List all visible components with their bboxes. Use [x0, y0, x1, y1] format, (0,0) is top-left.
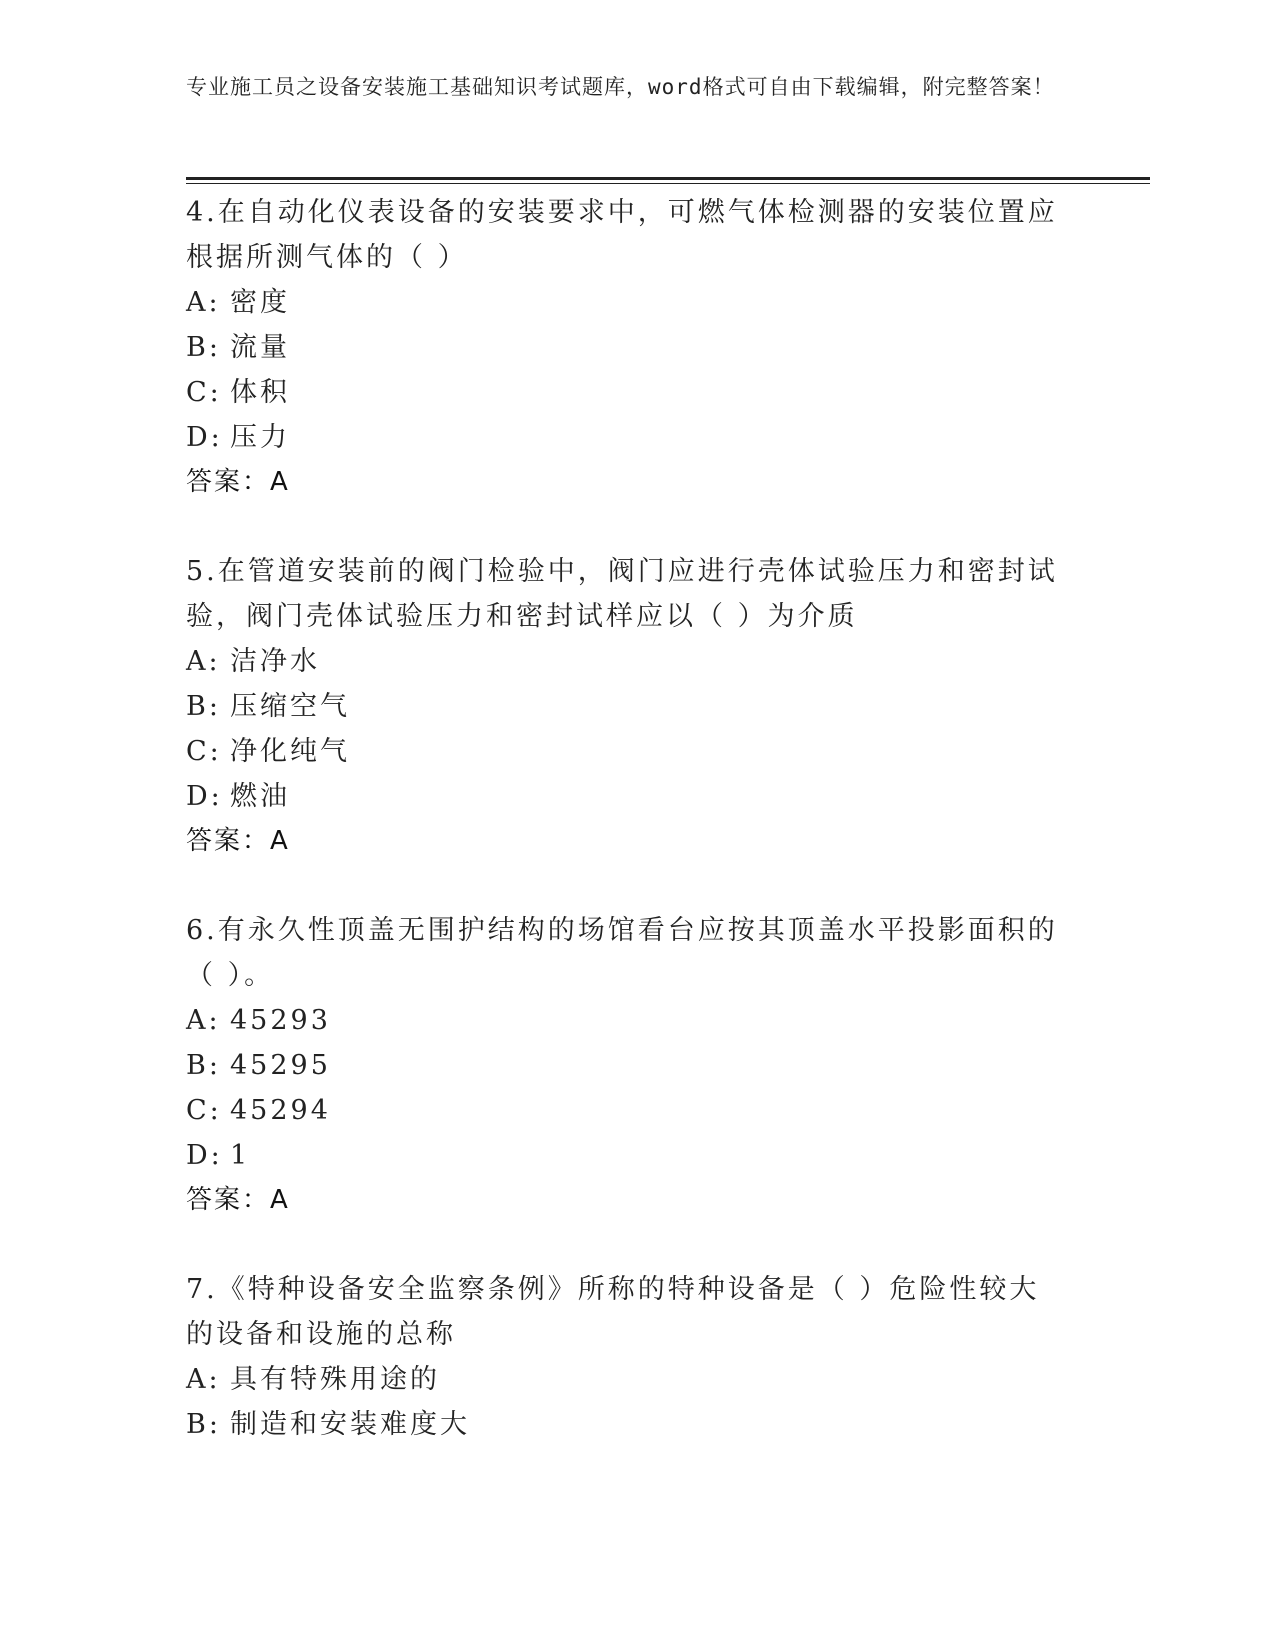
option-text: 洁净水	[230, 646, 320, 677]
header-divider-thick	[186, 177, 1150, 180]
answer-line: 答案：A	[186, 467, 290, 497]
option-text: 45293	[230, 1005, 331, 1036]
option-key: A:	[186, 1005, 221, 1036]
option-text: 流量	[230, 332, 290, 363]
option-key: B:	[186, 1409, 221, 1440]
option-text: 45294	[230, 1095, 331, 1126]
option-a	[186, 1357, 1086, 1402]
answer-line: 答案：A	[186, 1185, 290, 1215]
option-text: 体积	[230, 377, 290, 408]
header-divider-thin	[186, 183, 1150, 184]
option-key: B:	[186, 691, 221, 722]
option-text: 压缩空气	[230, 691, 350, 722]
option-text: 燃油	[230, 781, 290, 812]
option-key: B:	[186, 1050, 221, 1081]
option-key: C:	[186, 1095, 222, 1126]
option-text: 1	[230, 1140, 251, 1171]
option-text: 密度	[230, 287, 290, 318]
option-key: A:	[186, 646, 221, 677]
option-text: 净化纯气	[230, 736, 350, 767]
question-5	[186, 549, 1086, 864]
option-text: 45295	[230, 1050, 331, 1081]
option-c	[186, 1088, 1086, 1133]
option-key: A:	[186, 1364, 221, 1395]
option-b	[186, 684, 1086, 729]
option-key: D:	[186, 422, 223, 453]
option-b	[186, 1402, 1086, 1447]
option-text: 压力	[230, 422, 290, 453]
option-key: C:	[186, 736, 222, 767]
question-stem: 4.在自动化仪表设备的安装要求中，可燃气体检测器的安装位置应根据所测气体的（ ）	[186, 197, 1058, 273]
option-d	[186, 774, 1086, 819]
answer-line: 答案：A	[186, 826, 290, 856]
question-stem: 5.在管道安装前的阀门检验中，阀门应进行壳体试验压力和密封试验，阀门壳体试验压力和密封试样应以（ ）为介质	[186, 556, 1058, 632]
option-key: A:	[186, 287, 221, 318]
question-6	[186, 908, 1086, 1223]
option-a	[186, 280, 1086, 325]
option-text: 具有特殊用途的	[230, 1364, 440, 1395]
option-key: B:	[186, 332, 221, 363]
question-7	[186, 1267, 1086, 1447]
option-b	[186, 1043, 1086, 1088]
option-key: D:	[186, 1140, 223, 1171]
question-stem: 6.有永久性顶盖无围护结构的场馆看台应按其顶盖水平投影面积的（ ）。	[186, 915, 1058, 991]
option-key: D:	[186, 781, 223, 812]
option-text: 制造和安装难度大	[230, 1409, 470, 1440]
option-key: C:	[186, 377, 222, 408]
question-list	[186, 190, 1086, 1491]
option-a	[186, 639, 1086, 684]
option-c	[186, 370, 1086, 415]
option-c	[186, 729, 1086, 774]
document-header: 专业施工员之设备安装施工基础知识考试题库，word格式可自由下载编辑，附完整答案！	[186, 75, 1055, 99]
question-4	[186, 190, 1086, 505]
option-a	[186, 998, 1086, 1043]
option-b	[186, 325, 1086, 370]
option-d	[186, 415, 1086, 460]
option-d	[186, 1133, 1086, 1178]
question-stem: 7.《特种设备安全监察条例》所称的特种设备是（ ）危险性较大的设备和设施的总称	[186, 1274, 1040, 1350]
